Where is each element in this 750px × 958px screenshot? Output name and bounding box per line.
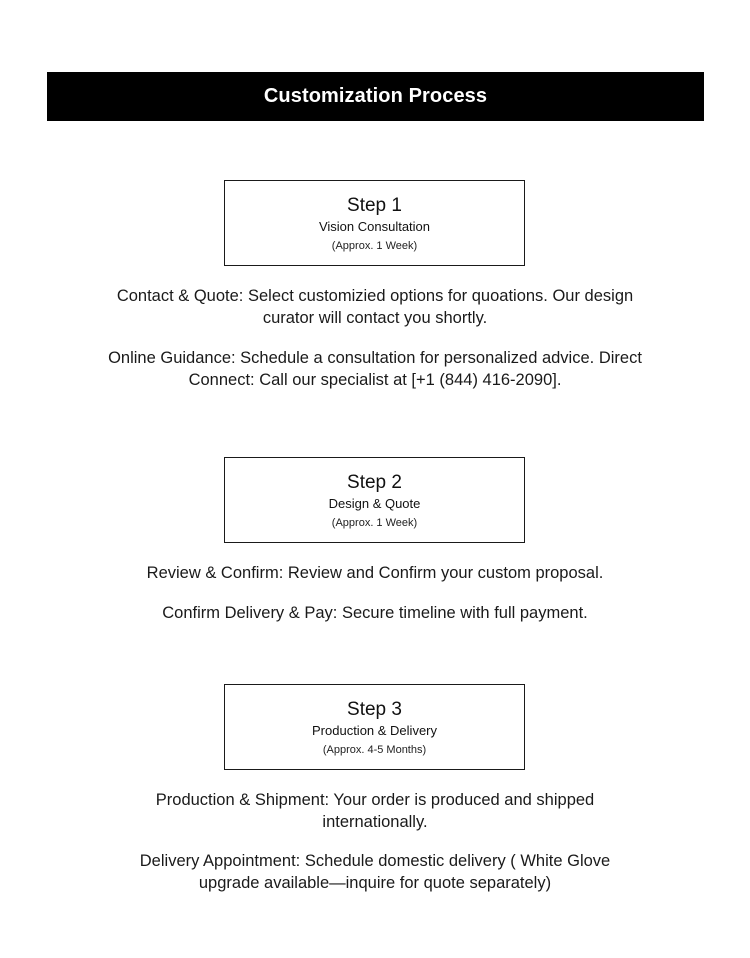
step-2-paragraph-1: Review & Confirm: Review and Confirm your custom proposal. bbox=[146, 564, 604, 582]
page-title: Customization Process bbox=[263, 85, 488, 107]
header-bar bbox=[47, 72, 704, 121]
step-3-paragraph-2: Delivery Appointment: Schedule domestic delivery ( White Glove upgrade available—inquire for quote separately) bbox=[139, 852, 611, 892]
step-2-subtitle: Design & Quote bbox=[328, 496, 421, 511]
step-3-paragraph-1: Production & Shipment: Your order is produced and shipped internationally. bbox=[155, 791, 595, 831]
step-3-title: Step 3 bbox=[347, 699, 402, 720]
step-3-subtitle: Production & Delivery bbox=[312, 723, 437, 738]
step-2-paragraph-2: Confirm Delivery & Pay: Secure timeline with full payment. bbox=[162, 604, 588, 622]
step-2-box bbox=[224, 457, 525, 543]
step-1-box bbox=[224, 180, 525, 266]
step-1-paragraph-1: Contact & Quote: Select customizied options for quoations. Our design curator will contact you shortly. bbox=[116, 287, 634, 327]
step-1-subtitle: Vision Consultation bbox=[318, 219, 431, 234]
step-2-duration: (Approx. 1 Week) bbox=[331, 517, 418, 529]
step-3-box bbox=[224, 684, 525, 770]
step-3-duration: (Approx. 4-5 Months) bbox=[322, 744, 427, 756]
step-2-title: Step 2 bbox=[347, 472, 402, 493]
step-1-duration: (Approx. 1 Week) bbox=[331, 240, 418, 252]
step-1-paragraph-2: Online Guidance: Schedule a consultation for personalized advice. Direct Connect: Call our specialist at [+1 (844) 416-2090]. bbox=[108, 349, 642, 389]
step-1-title: Step 1 bbox=[347, 195, 402, 216]
